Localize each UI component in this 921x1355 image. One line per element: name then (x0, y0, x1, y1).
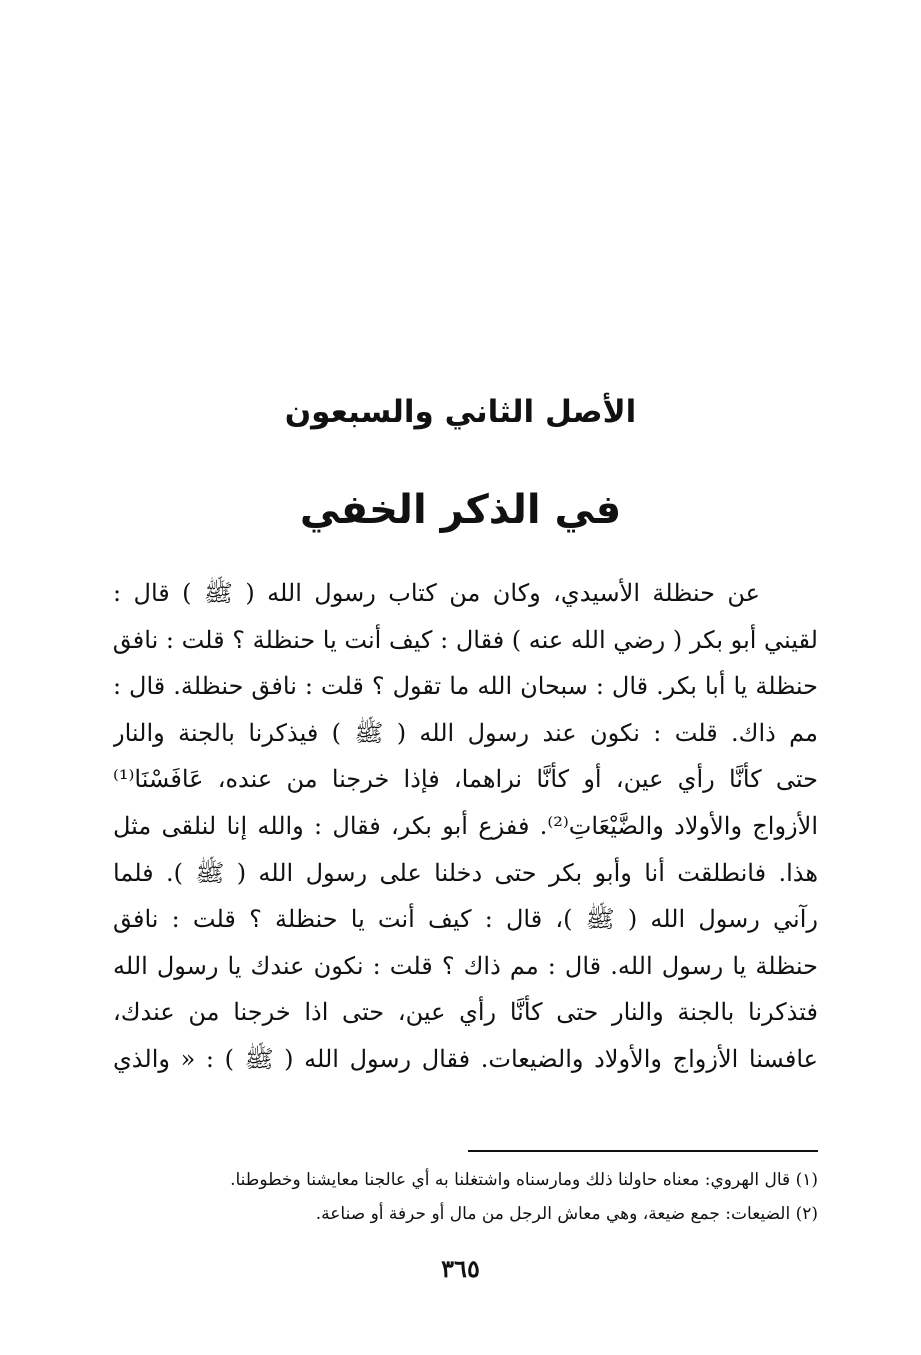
body-line: فتذكرنا بالجنة والنار حتى كأنَّا رأي عين، حتى اذا خرجنا من عندك، (113, 998, 818, 1027)
footnotes (113, 1163, 818, 1231)
body-line: لقيني أبو بكر ( رضي الله عنه ) فقال : كيف أنت يا حنظلة ؟ قلت : نافق (113, 625, 818, 654)
body-line: رآني رسول الله ( ﷺ )، قال : كيف أنت يا حنظلة ؟ قلت : نافق (113, 905, 818, 934)
body-line: حتى كأنَّا رأي عين، أو كأنَّا نراهما، فإذا خرجنا من عنده، عَافَسْنَا⁽¹⁾ (113, 765, 818, 794)
body-line: عن حنظلة الأسيدي، وكان من كتاب رسول الله ( ﷺ ) قال : (113, 579, 760, 607)
body-line: الأزواج والأولاد والضَّيْعَاتِ⁽²⁾. ففزع أبو بكر، فقال : والله إنا لنلقى مثل (113, 811, 818, 840)
footnote-2: (٢) الضيعات: جمع ضيعة، وهي معاش الرجل من مال أو حرفة أو صناعة. (315, 1204, 818, 1224)
footnote-1: (١) قال الهروي: معناه حاولنا ذلك ومارسناه واشتغلنا به أي عالجنا معايشنا وخطوطنا. (230, 1170, 818, 1190)
body-line: حنظلة يا رسول الله. قال : مم ذاك ؟ قلت : نكون عندك يا رسول الله (113, 951, 818, 980)
body-line: هذا. فانطلقت أنا وأبو بكر حتى دخلنا على رسول الله ( ﷺ ). فلما (113, 858, 818, 887)
page-number: ٣٦٥ (441, 1254, 480, 1283)
chapter-subtitle: في الذكر الخفي (299, 487, 622, 533)
body-line: حنظلة يا أبا بكر. قال : سبحان الله ما تقول ؟ قلت : نافق حنظلة. قال : (113, 672, 818, 701)
body-line: مم ذاك. قلت : نكون عند رسول الله ( ﷺ ) فيذكرنا بالجنة والنار (113, 718, 818, 747)
body-paragraph (113, 570, 818, 1083)
footnote-divider (468, 1150, 818, 1152)
chapter-heading: الأصل الثاني والسبعون (284, 394, 637, 430)
body-line: عافسنا الأزواج والأولاد والضيعات. فقال رسول الله ( ﷺ ) : « والذي (113, 1044, 818, 1073)
